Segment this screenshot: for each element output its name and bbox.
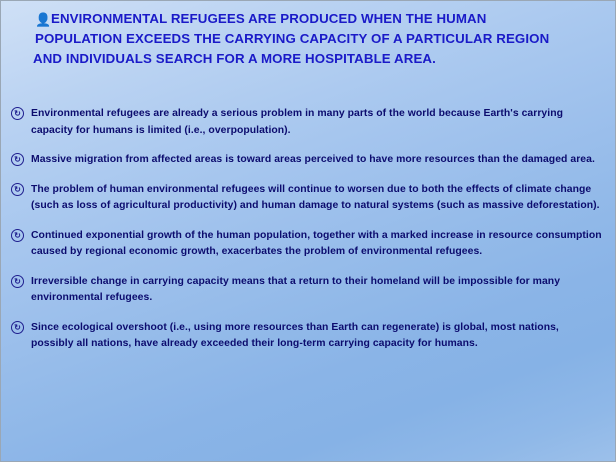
list-item — [1, 274, 616, 307]
list-item-text: Since ecological overshoot (i.e., using more resources than Earth can regenerate) is global, most nations, possibly all nations, have already exceeded their long-term carrying capacity for humans. — [31, 321, 559, 349]
recycle-circle-icon: ↻ — [11, 153, 24, 166]
recycle-circle-icon: ↻ — [11, 183, 24, 196]
title-line-2: POPULATION EXCEEDS THE CARRYING CAPACITY OF A PARTICULAR REGION — [35, 31, 550, 46]
list-item-text: Continued exponential growth of the human population, together with a marked increase in resource consumption caused by regional economic growth, exacerbates the problem of environmental refugees. — [31, 229, 602, 257]
bullet-list — [1, 106, 616, 366]
title-line-1: ENVIRONMENTAL REFUGEES ARE PRODUCED WHEN THE HUMAN — [51, 11, 487, 26]
list-item-text: Massive migration from affected areas is toward areas perceived to have more resources than the damaged area. — [31, 154, 595, 165]
recycle-circle-icon: ↻ — [11, 107, 24, 120]
list-item — [1, 106, 616, 139]
slide-title — [1, 9, 616, 69]
recycle-circle-icon: ↻ — [11, 275, 24, 288]
list-item-text: Environmental refugees are already a serious problem in many parts of the world because Earth's carrying capacity for humans is limited (i.e., overpopulation). — [31, 108, 563, 136]
title-line-3: AND INDIVIDUALS SEARCH FOR A MORE HOSPITABLE AREA. — [33, 51, 436, 66]
list-item — [1, 182, 616, 215]
list-item-text: The problem of human environmental refugees will continue to worsen due to both the effects of climate change (such as loss of agricultural productivity) and human damage to natural systems (such as massive deforestation). — [31, 183, 600, 211]
list-item — [1, 320, 616, 353]
recycle-circle-icon: ↻ — [11, 321, 24, 334]
recycle-circle-icon: ↻ — [11, 229, 24, 242]
list-item — [1, 152, 616, 169]
list-item — [1, 228, 616, 261]
list-item-text: Irreversible change in carrying capacity means that a return to their homeland will be impossible for many environmental refugees. — [31, 275, 561, 303]
person-icon: 👤 — [35, 12, 52, 27]
